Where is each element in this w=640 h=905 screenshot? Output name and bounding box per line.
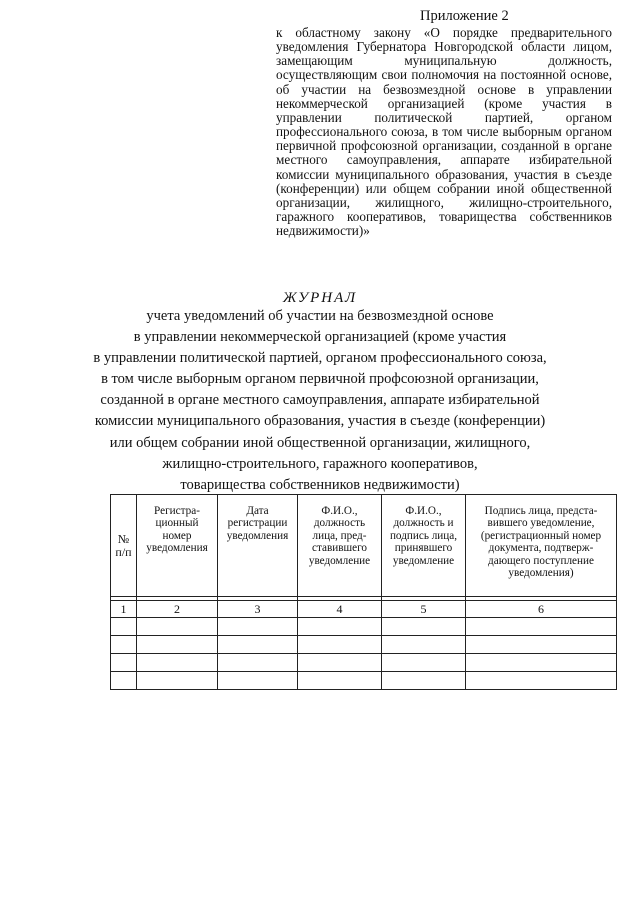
header-line: ставившего <box>312 542 367 555</box>
header-line: № <box>117 532 130 547</box>
journal-line: в том числе выборным органом первичной профсоюзной организации, <box>101 371 539 388</box>
journal-title: ЖУРНАЛ <box>282 290 358 306</box>
table-cell <box>218 618 298 636</box>
journal-line: или общем собрании иной общественной организации, жилищного, <box>109 434 531 451</box>
table-cell <box>111 618 137 636</box>
header-line: Подпись лица, предста- <box>484 505 598 517</box>
journal-line: жилищно-строительного, гаражного кооперативов, <box>162 455 478 472</box>
appendix-reference-text: к областному закону «О порядке предварительного уведомления Губернатора Новгородской области лицом, замещающим муниципальную должность, осуществляющим свои полномочия на постоянной основе, об участии на безвозмездной основе в управлении некоммерческой организацией (кроме участия в управлении политической партией, органом профессионального союза, в том числе выборным органом первичной профсоюзной организации, созданной в органе местного самоуправления, аппарате избирательной комиссии муниципального образования, участия в съезде (конференции) или общем собрании иной общественной организации, жилищного, жилищно-строительного, гаражного кооперативов, товарищества собственников недвижимости)» <box>276 25 612 239</box>
column-number: 1 <box>111 601 137 618</box>
header-line: должность <box>313 517 366 530</box>
header-line: Ф.И.О., <box>321 505 358 517</box>
journal-line: комиссии муниципального образования, участия в съезде (конференции) <box>94 413 546 430</box>
appendix-title: Приложение 2 <box>420 8 509 24</box>
header-line: уведомление <box>308 554 371 567</box>
table-cell <box>111 672 137 690</box>
header-line: уведомление <box>392 554 455 567</box>
journal-line: в управлении политической партией, органом профессионального союза, <box>93 350 547 367</box>
table-header-row <box>111 495 617 597</box>
table-row <box>111 654 617 672</box>
header-line: ционный <box>155 517 199 530</box>
header-line: уведомления <box>146 542 208 555</box>
header-registration-number <box>137 495 218 597</box>
header-signature <box>466 495 617 597</box>
table-cell <box>298 654 382 672</box>
table-cell <box>382 636 466 654</box>
journal-line: созданной в органе местного самоуправления, аппарате избирательной <box>100 392 540 409</box>
journal-line: товарищества собственников недвижимости) <box>180 476 460 493</box>
table-cell <box>298 618 382 636</box>
column-number: 2 <box>137 601 218 618</box>
header-receiver <box>382 495 466 597</box>
header-line: подпись лица, <box>389 529 458 542</box>
header-line: регистрации <box>227 517 288 530</box>
header-line: п/п <box>115 544 132 559</box>
table-cell <box>111 654 137 672</box>
header-line: должность и <box>393 517 454 530</box>
header-line: уведомления) <box>508 567 574 580</box>
header-line: дающего поступление <box>488 554 594 567</box>
table-cell <box>466 672 617 690</box>
table-cell <box>298 636 382 654</box>
header-line: номер <box>162 529 192 542</box>
journal-line: в управлении некоммерческой организацией (кроме участия <box>133 329 507 346</box>
header-line: (регистрационный номер <box>480 529 602 542</box>
column-number: 5 <box>382 601 466 618</box>
journal-line: учета уведомлений об участии на безвозмездной основе <box>146 308 494 324</box>
table-cell <box>382 672 466 690</box>
table-cell <box>382 654 466 672</box>
table-cell <box>137 672 218 690</box>
table-cell <box>137 618 218 636</box>
header-submitter <box>298 495 382 597</box>
table-column-numbers-row <box>111 601 617 618</box>
table-row <box>111 618 617 636</box>
column-number: 6 <box>466 601 617 618</box>
table-cell <box>218 636 298 654</box>
table-cell <box>298 672 382 690</box>
header-line: уведомления <box>226 529 289 542</box>
header-line: принявшего <box>394 542 453 555</box>
journal-table <box>110 494 617 690</box>
header-line: документа, подтверж- <box>488 542 594 555</box>
journal-subtitle <box>0 306 640 496</box>
header-line: Ф.И.О., <box>405 505 442 517</box>
table-cell <box>111 636 137 654</box>
table-row <box>111 672 617 690</box>
table-cell <box>137 654 218 672</box>
header-line: Дата <box>246 505 269 517</box>
table-cell <box>218 654 298 672</box>
table-cell <box>218 672 298 690</box>
column-number: 3 <box>218 601 298 618</box>
table-cell <box>466 636 617 654</box>
header-number <box>111 495 137 597</box>
column-number: 4 <box>298 601 382 618</box>
table-cell <box>382 618 466 636</box>
table-cell <box>137 636 218 654</box>
header-registration-date <box>218 495 298 597</box>
table-cell <box>466 618 617 636</box>
header-line: лица, пред- <box>312 529 367 542</box>
table-row <box>111 636 617 654</box>
table-cell <box>466 654 617 672</box>
header-line: вившего уведомление, <box>487 517 595 530</box>
header-line: Регистра- <box>154 505 200 517</box>
